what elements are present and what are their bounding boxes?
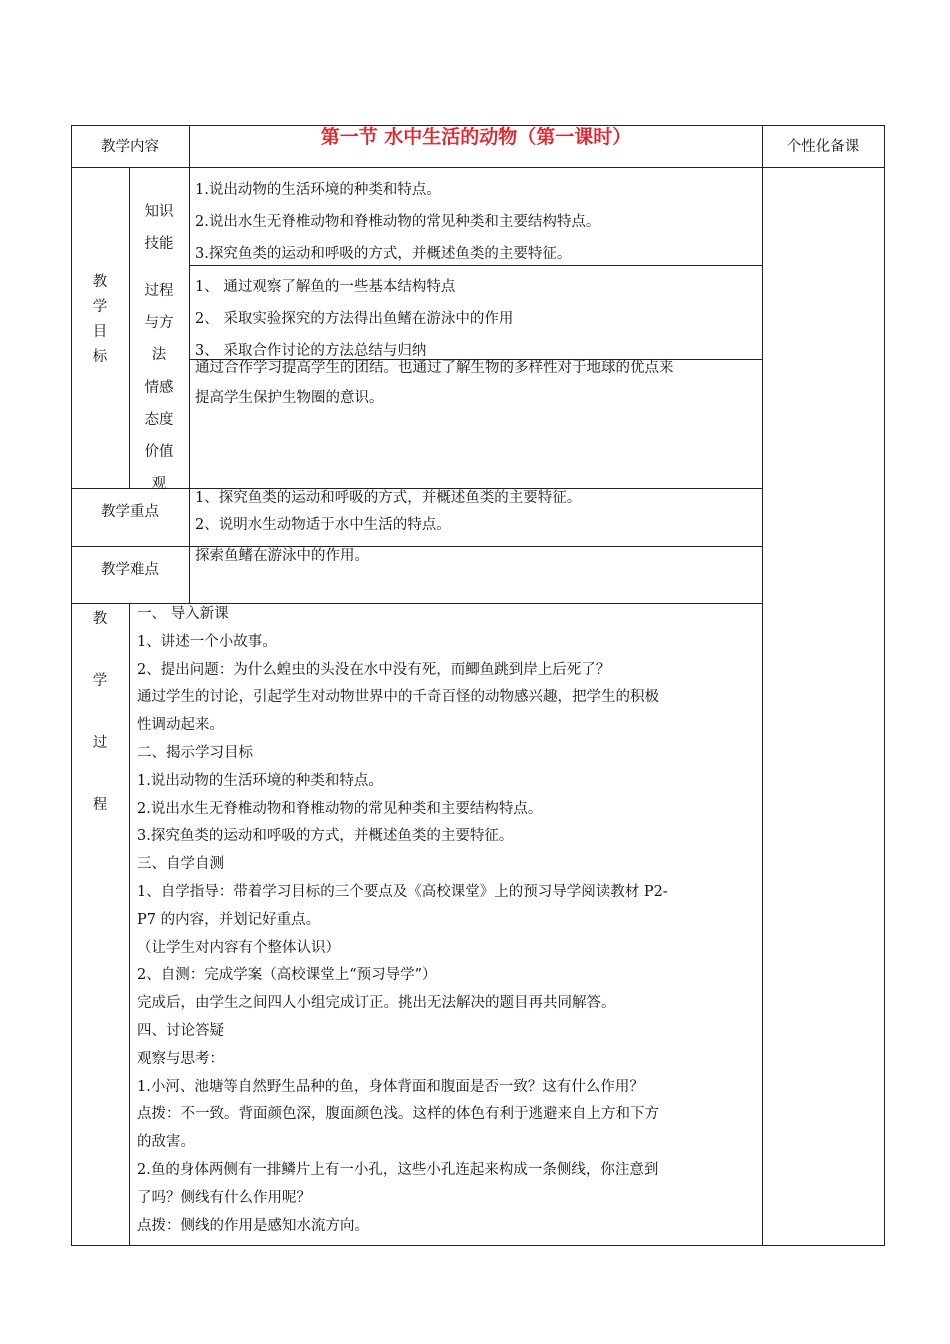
process-item-3: 3、 采取合作讨论的方法总结与归纳 (195, 343, 427, 359)
header-personal-notes: 个性化备课 (786, 139, 860, 155)
process-line: 2、提出问题：为什么蝗虫的头没在水中没有死，而鲫鱼跳到岸上后死了？ (137, 661, 611, 678)
emotion-line-2: 提高学生保护生物圈的意识。 (195, 390, 384, 406)
process-line: 2.鱼的身体两侧有一排鳞片上有一小孔，这些小孔连起来构成一条侧线，你注意到 (137, 1162, 659, 1178)
process-line: 点拨：不一致。背面颜色深，腹面颜色浅。这样的体色有利于逃避来自上方和下方 (137, 1106, 659, 1123)
knowledge-label: 知识 技能 (144, 204, 174, 252)
process-line: 二、揭示学习目标 (137, 745, 253, 761)
process-line: 完成后，由学生之间四人小组完成订正。挑出无法解决的题目再共同解答。 (137, 995, 616, 1012)
difficulty-text: 探索鱼鳍在游泳中的作用。 (195, 548, 369, 564)
emotion-line-1: 通过合作学习提高学生的团结。也通过了解生物的多样性对于地球的优点来 (195, 360, 674, 376)
process-line: 四、讨论答疑 (137, 1023, 224, 1039)
table-col-content-left (189, 125, 190, 604)
knowledge-item-3: 3.探究鱼类的运动和呼吸的方式，并概述鱼类的主要特征。 (195, 246, 572, 262)
key-point-2: 2、说明水生动物适于水中生活的特点。 (195, 517, 451, 533)
process-item-2: 2、 采取实验探究的方法得出鱼鳍在游泳中的作用 (195, 311, 514, 327)
table-col-process-label (129, 603, 130, 1246)
process-line: 2、自测：完成学案（高校课堂上“预习导学”） (137, 967, 437, 984)
process-line: 性调动起来。 (137, 717, 224, 734)
process-line: 一、 导入新课 (137, 606, 229, 622)
process-line: P7 的内容，并划记好重点。 (137, 911, 321, 928)
process-line: 点拨：侧线的作用是感知水流方向。 (137, 1217, 369, 1234)
process-line: （让学生对内容有个整体认识） (137, 939, 340, 956)
key-points-label: 教学重点 (101, 504, 159, 520)
key-point-1: 1、探究鱼类的运动和呼吸的方式，并概述鱼类的主要特征。 (195, 490, 582, 506)
process-line: 1、讲述一个小故事。 (137, 633, 277, 650)
process-line: 三、自学自测 (137, 856, 224, 873)
process-line: 2.说出水生无脊椎动物和脊椎动物的常见种类和主要结构特点。 (137, 800, 543, 817)
header-teaching-content: 教学内容 (101, 139, 159, 155)
knowledge-item-2: 2.说出水生无脊椎动物和脊椎动物的常见种类和主要结构特点。 (195, 214, 601, 230)
emotion-label: 情感 态度 价值 观 (144, 380, 174, 492)
table-rule-knowledge (189, 265, 762, 266)
process-method-label: 过程 与方 法 (144, 283, 174, 363)
process-line: 的敌害。 (137, 1134, 195, 1151)
knowledge-item-1: 1.说出动物的生活环境的种类和特点。 (195, 182, 441, 198)
process-line: 1.小河、池塘等自然野生品种的鱼，身体背面和腹面是否一致？这有什么作用？ (137, 1078, 644, 1095)
page-title: 第一节 水中生活的动物（第一课时） (320, 126, 632, 148)
goals-group-label: 教 学 目 标 (92, 274, 108, 365)
process-item-1: 1、 通过观察了解鱼的一些基本结构特点 (195, 279, 456, 295)
difficulty-label: 教学难点 (101, 562, 159, 578)
table-rule-keypoints (71, 546, 762, 547)
table-border-right (884, 125, 885, 1246)
table-col-notes (762, 125, 763, 1246)
process-line: 了吗？侧线有什么作用呢？ (137, 1189, 311, 1206)
process-line: 3.探究鱼类的运动和呼吸的方式，并概述鱼类的主要特征。 (137, 828, 514, 845)
process-line: 观察与思考： (137, 1050, 224, 1067)
process-line: 通过学生的讨论，引起学生对动物世界中的千奇百怪的动物感兴趣，把学生的积极 (137, 689, 659, 706)
process-line: 1.说出动物的生活环境的种类和特点。 (137, 772, 383, 789)
process-group-label: 教 学 过 程 (92, 611, 108, 813)
process-line: 1、自学指导：带着学习目标的三个要点及《高校课堂》上的预习导学阅读教材 P2- (137, 884, 668, 900)
